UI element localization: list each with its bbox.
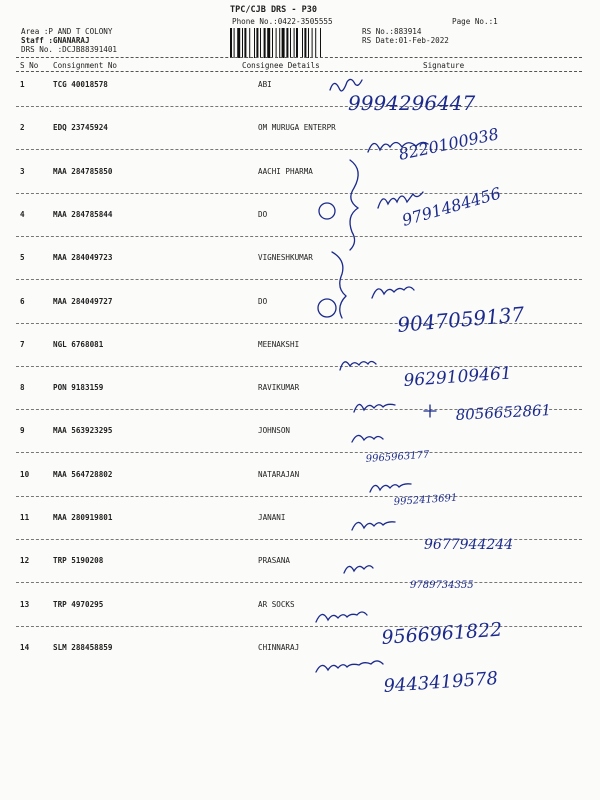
signature-row-14 (316, 661, 383, 672)
barcode-bar (304, 28, 306, 58)
row-sno: 12 (20, 556, 30, 566)
count-circle-2-top (319, 203, 335, 219)
row-sno: 5 (20, 253, 25, 263)
row-consignment-number: NGL 6768081 (53, 339, 104, 349)
barcode-bar (312, 28, 313, 58)
row-consignment-number: MAA 563923295 (53, 426, 113, 436)
signature-row-12 (344, 566, 373, 573)
column-signature: Signature (423, 61, 465, 70)
row-consignment-number: TRP 5190208 (53, 556, 104, 566)
signature-row-1 (330, 79, 362, 90)
row-consignment-number: MAA 564728802 (53, 469, 113, 479)
row-separator (16, 452, 582, 453)
row-consignee-name: DO (258, 209, 268, 219)
row-consignee-name: MEENAKSHI (258, 339, 300, 349)
barcode-bar (242, 28, 243, 58)
signature-row-13 (316, 612, 367, 622)
row-consignment-number: SLM 288458859 (53, 642, 113, 652)
handwritten-phone-14: 9443419578 (382, 668, 499, 697)
row-sno: 2 (20, 123, 25, 133)
row-separator (16, 366, 582, 367)
row-consignment-number: MAA 284785850 (53, 166, 113, 176)
barcode-bar (320, 28, 321, 58)
header-bottom-rule (16, 71, 582, 72)
barcode-bar (315, 28, 316, 58)
handwritten-phone-9: 9965963177 (365, 449, 430, 465)
column-consignee: Consignee Details (242, 61, 320, 70)
row-consignee-name: JOHNSON (258, 426, 291, 436)
row-separator (16, 626, 582, 627)
barcode-bar (302, 28, 303, 58)
count-circle-2-bottom (318, 299, 336, 317)
row-separator (16, 236, 582, 237)
row-consignee-name: RAVIKUMAR (258, 383, 300, 393)
barcode-bar (282, 28, 285, 58)
row-sno: 3 (20, 166, 25, 176)
row-sno: 8 (20, 383, 25, 393)
row-sno: 11 (20, 513, 30, 522)
barcode-bar (256, 28, 258, 58)
row-consignee-name: PRASANA (258, 556, 291, 566)
handwritten-phone-7: 9629109461 (402, 363, 513, 391)
signature-row-8-mark (424, 405, 436, 417)
barcode-bar (237, 28, 240, 58)
row-separator (16, 323, 582, 324)
row-consignee-name: DO (258, 296, 268, 306)
handwritten-phone-3-4: 9791484456 (399, 183, 503, 230)
row-separator (16, 496, 582, 497)
header-top-rule (16, 57, 582, 58)
row-sno: 4 (20, 209, 25, 219)
barcode-bar (267, 28, 270, 58)
barcode-bar (286, 28, 288, 58)
barcode-bar (308, 28, 309, 58)
signature-row-11 (352, 522, 395, 530)
row-consignment-number: TCG 40018578 (53, 80, 108, 89)
row-sno: 7 (20, 339, 25, 349)
row-separator (16, 106, 582, 107)
row-separator (16, 582, 582, 583)
row-consignee-name: AR SOCKS (258, 599, 295, 609)
phone-number: Phone No.:0422-3505555 (232, 17, 333, 26)
row-sno: 14 (20, 642, 30, 652)
column-consignment: Consignment No (53, 61, 118, 70)
row-consignment-number: MAA 284785844 (53, 209, 113, 219)
bracket-rows-5-6 (332, 252, 346, 318)
area-label: Area :P AND T COLONY (21, 27, 113, 36)
row-consignee-name: OM MURUGA ENTERPR (258, 123, 336, 133)
handwritten-phone-5-6: 9047059137 (396, 301, 526, 337)
barcode-bar (234, 28, 235, 58)
barcode-bar (276, 28, 277, 58)
row-consignment-number: PON 9183159 (53, 383, 104, 393)
signature-rows-5-6 (372, 287, 414, 298)
barcode-bar (264, 28, 266, 58)
row-separator (16, 193, 582, 194)
barcode-bar (279, 28, 280, 58)
row-consignee-name: CHINNARAJ (258, 642, 300, 652)
barcode-bar (244, 28, 246, 58)
drs-number: DRS No. :DCJB88391401 (21, 45, 118, 54)
row-consignee-name: VIGNESHKUMAR (258, 253, 313, 263)
row-sno: 6 (20, 296, 25, 306)
barcode-bar (296, 28, 298, 58)
row-consignment-number: MAA 284049723 (53, 253, 113, 263)
barcode (229, 28, 356, 58)
row-sno: 9 (20, 426, 25, 436)
row-consignment-number: EDQ 23745924 (53, 123, 108, 133)
barcode-bar (290, 28, 291, 58)
row-separator (16, 279, 582, 280)
handwritten-phone-1: 9994296447 (348, 91, 476, 115)
handwritten-phone-11: 9677944244 (424, 537, 514, 553)
row-sno: 10 (20, 469, 30, 479)
sheet-title: TPC/CJB DRS - P30 (230, 5, 317, 15)
signature-row-9 (352, 435, 383, 442)
signature-row-2 (368, 142, 428, 152)
row-consignment-number: TRP 4970295 (53, 599, 104, 609)
row-separator (16, 149, 582, 150)
row-consignee-name: JANANI (258, 513, 286, 522)
barcode-bar (260, 28, 261, 58)
column-sno: S No (20, 61, 39, 70)
signature-rows-3-4 (378, 192, 423, 208)
row-separator (16, 409, 582, 410)
row-consignment-number: MAA 280919801 (53, 513, 113, 522)
handwritten-phone-13: 9566961822 (380, 618, 503, 649)
row-consignee-name: ABI (258, 80, 272, 89)
barcode-bar (254, 28, 255, 58)
row-consignee-name: AACHI PHARMA (258, 166, 313, 176)
row-sno: 13 (20, 599, 30, 609)
rs-date: RS Date:01-Feb-2022 (362, 36, 449, 45)
signature-row-10 (370, 484, 411, 492)
handwritten-phone-2: 8220100938 (396, 124, 501, 164)
barcode-bar (230, 28, 232, 58)
staff-label: Staff :GNANARAJ (21, 36, 90, 45)
row-separator (16, 539, 582, 540)
row-sno: 1 (20, 80, 25, 89)
row-consignee-name: NATARAJAN (258, 469, 300, 479)
handwritten-phone-12: 9789734355 (410, 580, 474, 591)
barcode-bar (294, 28, 295, 58)
handwritten-phone-10: 9952413691 (393, 492, 458, 508)
row-consignment-number: MAA 284049727 (53, 296, 113, 306)
rs-number: RS No.:883914 (362, 27, 422, 36)
handwritten-phone-8: 8056652861 (455, 401, 552, 424)
page-number: Page No.:1 (452, 17, 498, 26)
barcode-bar (249, 28, 250, 58)
barcode-bar (272, 28, 273, 58)
